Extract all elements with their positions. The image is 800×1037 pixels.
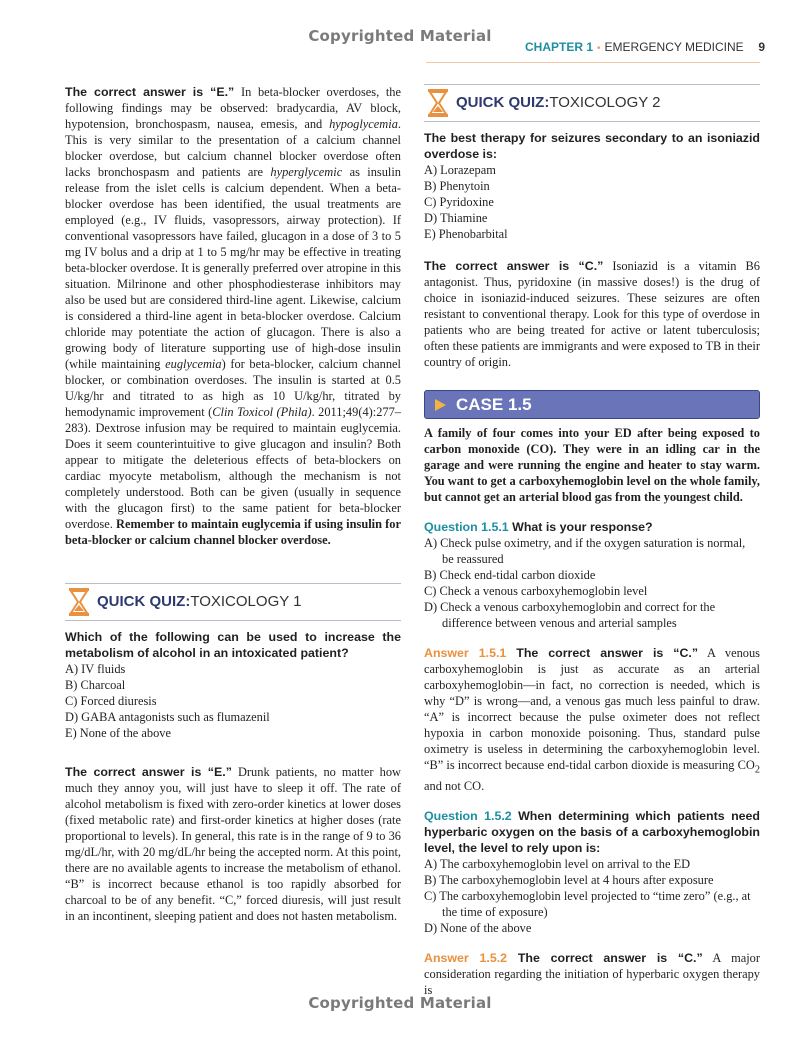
italic-term: euglycemia [165, 357, 222, 371]
page-number: 9 [758, 40, 765, 54]
question-options [424, 535, 760, 631]
case-scenario: A family of four comes into your ED after being exposed to carbon monoxide (CO). They were in an idling car in the garage and were running the engine and heater to stay warm. You want to get a carboxyhemoglobin level on the whole family, but cannot get an arterial blood gas from the youngest child. [424, 426, 760, 504]
answer-label: Answer 1.5.2 [424, 951, 508, 966]
answer-label: Answer 1.5.1 [424, 646, 507, 660]
text: ) for beta-blocker, calcium channel blocker, or combination overdoses. The insulin is started at 0.5 U/kg/hr and titrated to as high as 10 U/kg/hr, titrated by hemodynamic improvement ( [65, 357, 401, 419]
answer-lead: The correct answer is “C.” [506, 646, 699, 660]
question-text: What is your response? [508, 520, 653, 534]
question-label: Question 1.5.2 [424, 809, 512, 824]
case-banner [424, 390, 760, 419]
option: E) Phenobarbital [424, 227, 508, 241]
question-1-5-2 [424, 808, 760, 856]
quiz-1-answer [65, 764, 401, 924]
citation-journal: Clin Toxicol (Phila) [212, 405, 312, 419]
quiz-label: QUICK QUIZ: [97, 593, 191, 610]
italic-term: hyperglycemic [270, 165, 343, 179]
answer-1-5-1 [424, 645, 760, 794]
option: C) The carboxyhemoglobin level projected to “time zero” (e.g., at the time of exposure) [424, 889, 751, 920]
option: A) IV fluids [65, 662, 126, 676]
separator-dot: • [597, 43, 601, 54]
question-options [424, 856, 760, 936]
question-label: Question 1.5.1 [424, 520, 509, 534]
quiz-question: The best therapy for seizures secondary to an isoniazid overdose is: [424, 131, 760, 161]
option: D) None of the above [424, 921, 532, 936]
left-column [65, 84, 401, 924]
text: A venous carboxyhemoglobin is just as accurate as an arterial carboxyhemoglobin—in fact, no correction is needed, which is why “D” is wrong—and, a venous gas much less painful to draw. “A” is incorrect because the pulse oximeter does not reflect hypoxia in carbon monoxide poisoning. Thus, standard pulse oximetry is useless in determining the carboxyhemoglobin level. “B” is incorrect because end-tidal carbon dioxide is measuring CO [424, 646, 760, 772]
text: A major consideration regarding the initiation of hyperbaric oxygen therapy is [424, 951, 760, 998]
header-rule [426, 62, 760, 63]
option: D) Check a venous carboxyhemoglobin and correct for the difference between venous and arterial samples [424, 600, 716, 630]
option: E) None of the above [65, 726, 171, 740]
quick-quiz-header-2 [424, 84, 760, 122]
hourglass-icon [427, 88, 449, 118]
text: In beta-blocker overdoses, the following findings may be observed: bradycardia, AV block, hypotension, bronchospasm, nausea, emesis, and [65, 85, 401, 131]
section-label: EMERGENCY MEDICINE [604, 40, 744, 54]
quiz-question: Which of the following can be used to increase the metabolism of alcohol in an intoxicated patient? [65, 630, 401, 660]
answer-1-5-2 [424, 950, 760, 998]
answer-lead: The correct answer is “E.” [65, 85, 235, 99]
chapter-label: CHAPTER 1 [525, 40, 594, 54]
quiz-label: QUICK QUIZ: [456, 94, 550, 111]
answer-lead: The correct answer is “E.” [65, 765, 232, 779]
quiz-topic: TOXICOLOGY 1 [190, 593, 302, 610]
option: B) Phenytoin [424, 179, 490, 193]
option: A) The carboxyhemoglobin level on arrival to the ED [424, 857, 691, 872]
quiz-options [65, 661, 401, 741]
hourglass-icon [68, 587, 90, 617]
quick-quiz-header-1 [65, 583, 401, 621]
option: B) Charcoal [65, 678, 126, 692]
option: C) Forced diuresis [65, 694, 157, 708]
option: C) Check a venous carboxyhemoglobin level [424, 584, 648, 598]
text: Isoniazid is a vitamin B6 antagonist. Thus, pyridoxine (in massive doses!) is the drug of choice in isoniazid-induced seizures. These seizures are often resistant to conventional therapy. Look for this type of overdose in patients who are being treated for active or latent tuberculosis; often these patients are immigrants and were exposed to TB in their country of origin. [424, 259, 760, 369]
text: . 2011;49(4):277–283). Dextrose infusion may be required to maintain euglycemia. Does it seem counterintuitive to give glucagon and insulin? Both appear to mitigate the deleterious effects of beta-blockers on cardiac myocyte metabolism, although the mechanism is not completely understood. Both can be given (usually in sequence with the glucagon first) to the same patient for beta-blocker overdose. [65, 405, 401, 531]
option: B) The carboxyhemoglobin level at 4 hours after exposure [424, 873, 714, 888]
question-1-5-1 [424, 519, 760, 535]
beta-blocker-answer [65, 84, 401, 548]
answer-lead: The correct answer is “C.” [424, 259, 604, 273]
quiz-options [424, 162, 760, 242]
text: . This is very similar to the presentation of a calcium channel blocker overdose, but calcium channel blocker overdose often lacks bronchospasm and patients are [65, 117, 401, 179]
option: D) Thiamine [424, 211, 488, 225]
subscript: 2 [754, 764, 760, 776]
running-header [525, 40, 765, 58]
right-column [424, 84, 760, 998]
option: D) GABA antagonists such as flumazenil [65, 710, 270, 724]
quiz-topic: TOXICOLOGY 2 [549, 94, 661, 111]
key-point: Remember to maintain euglycemia if using insulin for beta-blocker or calcium channel blocker overdose. [65, 517, 401, 547]
italic-term: hypoglycemia [329, 117, 398, 131]
text: and not CO. [424, 779, 485, 794]
text: Drunk patients, no matter how much they annoy you, will just have to sleep it off. The rate of alcohol metabolism is fixed with zero-order kinetics at lower doses (fixed metabolic rate) and first-order kinetics at higher doses (rate proportional to levels). In general, this rate is in the range of 9 to 36 mg/dL/hr, with 20 mg/dL/hr being the accepted norm. At this point, there are no available agents to increase the metabolism of ethanol. “B” is incorrect because ethanol is too rapidly absorbed for charcoal to be of any benefit. “C,” forced diuresis, will just result in an incontinent, sleeping patient and does not hasten metabolism. [65, 765, 401, 923]
option: A) Lorazepam [424, 163, 496, 177]
text: as insulin release from the islet cells is calcium dependent. When a beta-blocker overdose has been identified, the usual treatments are employed (e.g., IV fluids, vasopressors, airway protection). If conventional vasopressors have failed, glucagon in a dose of 3 to 5 mg IV bolus and a drip at 1 to 5 mg/hr may be effective in treating beta-blocker overdose. It is generally preferred over atropine in this situation. Milrinone and other phosphodiesterase inhibitors may also be used but are considered third-line agent. Likewise, calcium is considered a third-line agent in beta-blocker overdose. Calcium chloride may potentiate the action of glucagon. There is also a growing body of literature supporting use of high-dose insulin (while maintaining [65, 165, 401, 371]
option: A) Check pulse oximetry, and if the oxygen saturation is normal, be reassured [424, 536, 746, 566]
answer-lead: The correct answer is “C.” [507, 951, 703, 966]
watermark-bottom: Copyrighted Material [308, 994, 492, 1012]
watermark-top: Copyrighted Material [308, 27, 492, 45]
option: C) Pyridoxine [424, 195, 494, 209]
option: B) Check end-tidal carbon dioxide [424, 568, 596, 582]
case-title: CASE 1.5 [456, 394, 532, 414]
question-text: When determining which patients need hyperbaric oxygen on the basis of a carboxyhemoglobin level, the level to rely upon is: [424, 809, 760, 856]
triangle-icon [435, 399, 446, 411]
quiz-2-answer [424, 258, 760, 370]
